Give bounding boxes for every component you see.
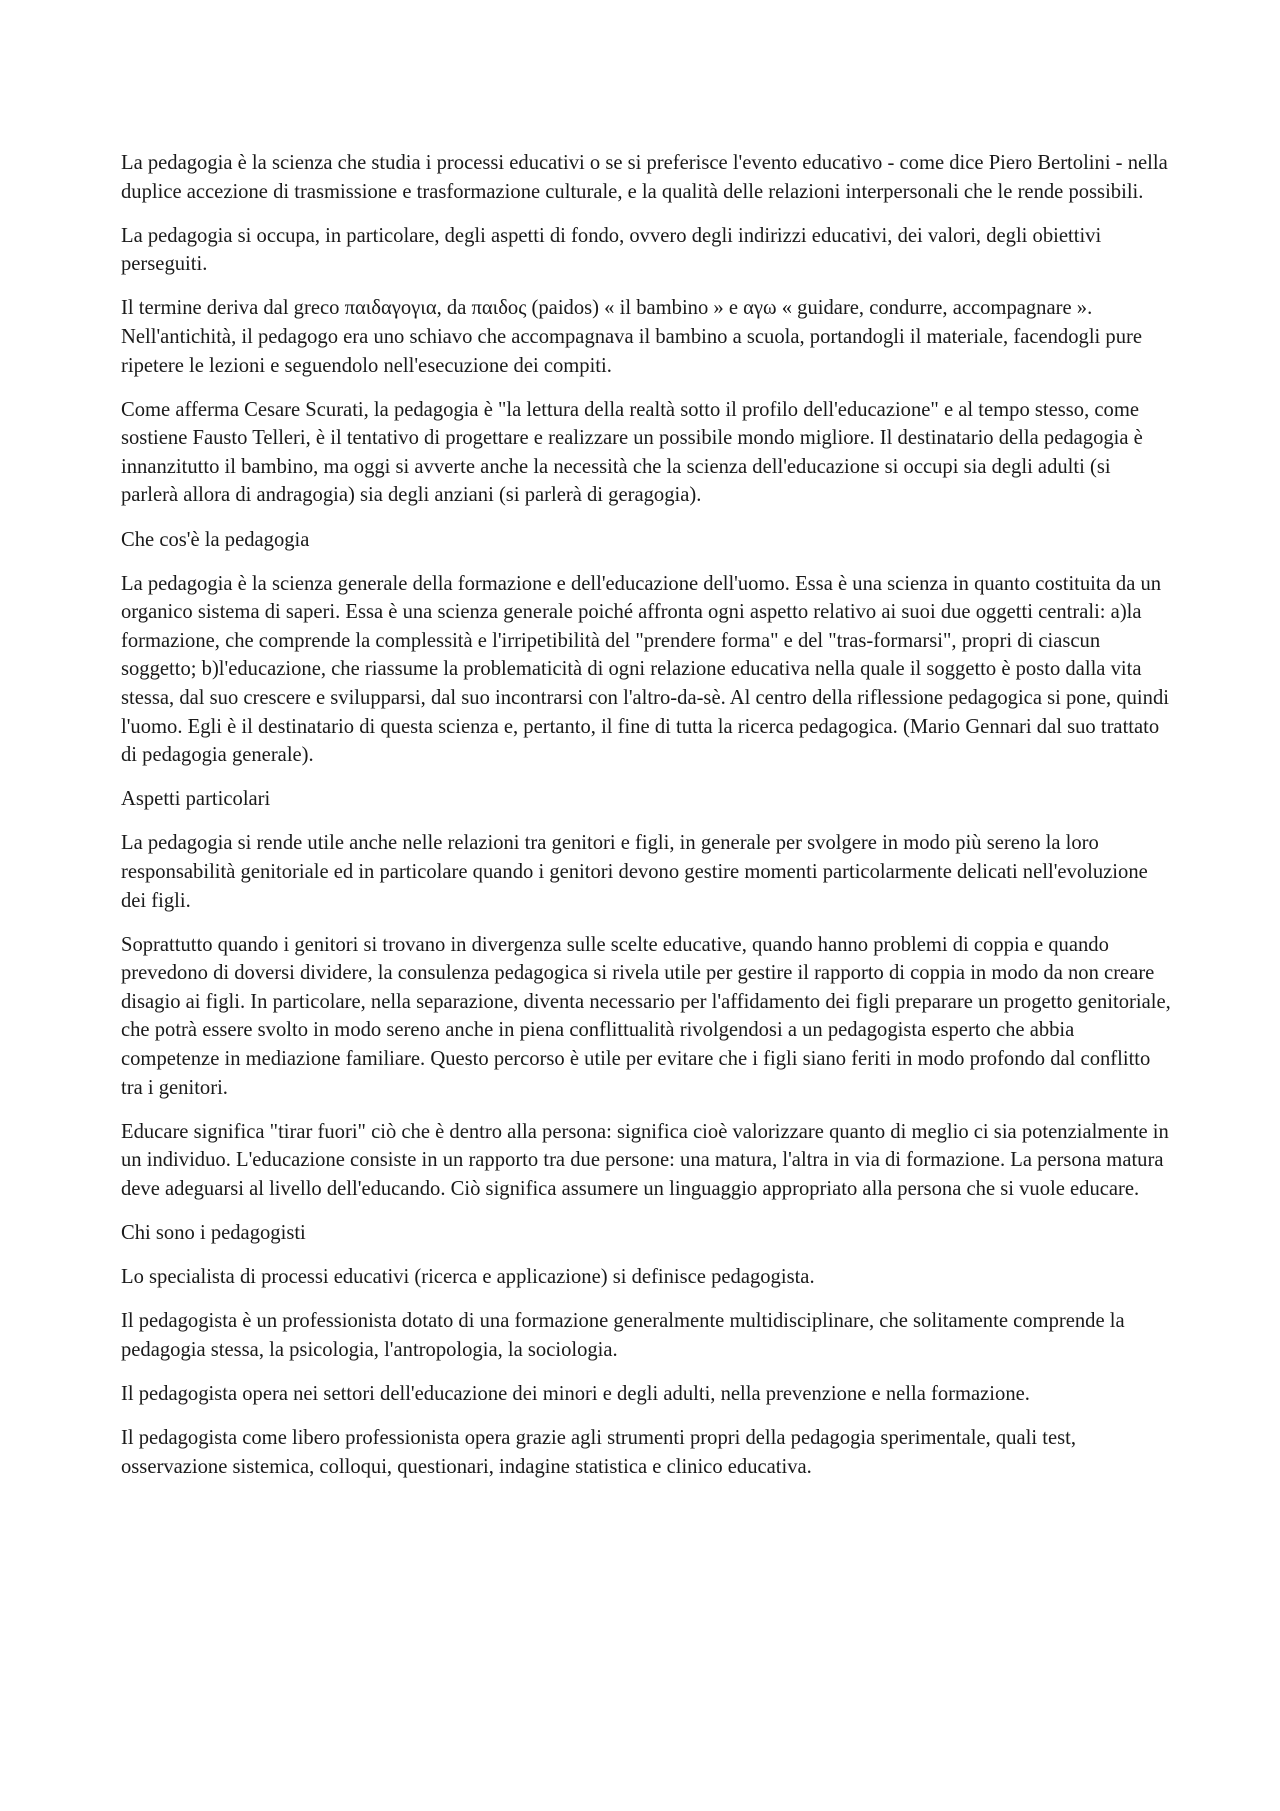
- paragraph-intro: La pedagogia è la scienza che studia i processi educativi o se si preferisce l'evento educativo - come dice Piero Bertolini - nella duplice accezione di trasmissione e trasformazione culturale, e la qualità delle relazioni interpersonali che le rende possibili.: [121, 152, 1168, 203]
- paragraph-parents-children: La pedagogia si rende utile anche nelle relazioni tra genitori e figli, in generale per svolgere in modo più sereno la loro responsabilità genitoriale ed in particolare quando i genitori devono gestire momenti particolarmente delicati nell'evoluzione dei figli.: [121, 832, 1148, 912]
- paragraph-freelance: Il pedagogista come libero professionista opera grazie agli strumenti propri della pedagogia sperimentale, quali test, osservazione sistemica, colloqui, questionari, indagine statistica e clinico educativa.: [121, 1426, 1077, 1478]
- paragraph-general-science: La pedagogia è la scienza generale della formazione e dell'educazione dell'uomo. Essa è una scienza in quanto costituita da un organico sistema di saperi. Essa è una scienza generale poiché affronta ogni aspetto relativo ai suoi due oggetti centrali: a)la formazione, che comprende la complessità e l'irripetibilità del "prendere forma" e del "tras-formarsi", propri di ciascun soggetto; b)l'educazione, che riassume la problematicità di ogni relazione educativa nella quale il soggetto è posto dalla vita stessa, dal suo crescere e svilupparsi, dal suo incontrarsi con l'altro-da-sè. Al centro della riflessione pedagogica si pone, quindi l'uomo. Egli è il destinatario di questa scienza e, pertanto, il fine di tutta la ricerca pedagogica. (Mario Gennari dal suo trattato di pedagogia generale).: [121, 572, 1169, 767]
- heading-particular-aspects: Aspetti particolari: [121, 788, 271, 811]
- paragraph-multidisciplinary: Il pedagogista è un professionista dotato di una formazione generalmente multidisciplinare, che solitamente comprende la pedagogia stessa, la psicologia, l'antropologia, la sociologia.: [121, 1310, 1125, 1361]
- paragraph-educate-meaning: Educare significa "tirar fuori" ciò che è dentro alla persona: significa cioè valorizzare quanto di meglio ci sia potenzialmente in un individuo. L'educazione consiste in un rapporto tra due persone: una matura, l'altra in via di formazione. La persona matura deve adeguarsi al livello dell'educando. Ciò significa assumere un linguaggio appropriato alla persona che si vuole educare.: [121, 1120, 1169, 1200]
- paragraph-etymology: Il termine deriva dal greco παιδαγογια, da παιδος (paidos) « il bambino » e αγω « guidare, condurre, accompagnare ». Nell'antichità, il pedagogo era uno schiavo che accompagnava il bambino a scuola, portandogli il materiale, facendogli pure ripetere le lezioni e seguendolo nell'esecuzione dei compiti.: [121, 297, 1143, 377]
- heading-what-is-pedagogy: Che cos'è la pedagogia: [121, 528, 310, 551]
- paragraph-scurati: Come afferma Cesare Scurati, la pedagogia è "la lettura della realtà sotto il profilo dell'educazione" e al tempo stesso, come sostiene Fausto Telleri, è il tentativo di progettare e realizzare un possibile mondo migliore. Il destinatario della pedagogia è innanzitutto il bambino, ma oggi si avverte anche la necessità che la scienza dell'educazione si occupi sia degli adulti (si parlerà allora di andragogia) sia degli anziani (si parlerà di geragogia).: [121, 398, 1143, 507]
- paragraph-couple-consulting: Soprattutto quando i genitori si trovano in divergenza sulle scelte educative, quando hanno problemi di coppia e quando prevedono di doversi dividere, la consulenza pedagogica si rivela utile per gestire il rapporto di coppia in modo da non creare disagio ai figli. In particolare, nella separazione, diventa necessario per l'affidamento dei figli preparare un progetto genitoriale, che potrà essere svolto in modo sereno anche in piena conflittualità rivolgendosi a un pedagogista esperto che abbia competenze in mediazione familiare. Questo percorso è utile per evitare che i figli siano feriti in modo profondo dal conflitto tra i genitori.: [121, 933, 1171, 1099]
- heading-who-are-pedagogists: Chi sono i pedagogisti: [121, 1222, 306, 1244]
- paragraph-sectors: Il pedagogista opera nei settori dell'educazione dei minori e degli adulti, nella prevenzione e nella formazione.: [121, 1382, 1030, 1405]
- document-body: [121, 149, 1171, 1497]
- paragraph-specialist: Lo specialista di processi educativi (ricerca e applicazione) si definisce pedagogista.: [121, 1266, 815, 1289]
- paragraph-aspects: La pedagogia si occupa, in particolare, degli aspetti di fondo, ovvero degli indirizzi educativi, dei valori, degli obiettivi perseguiti.: [121, 224, 1102, 276]
